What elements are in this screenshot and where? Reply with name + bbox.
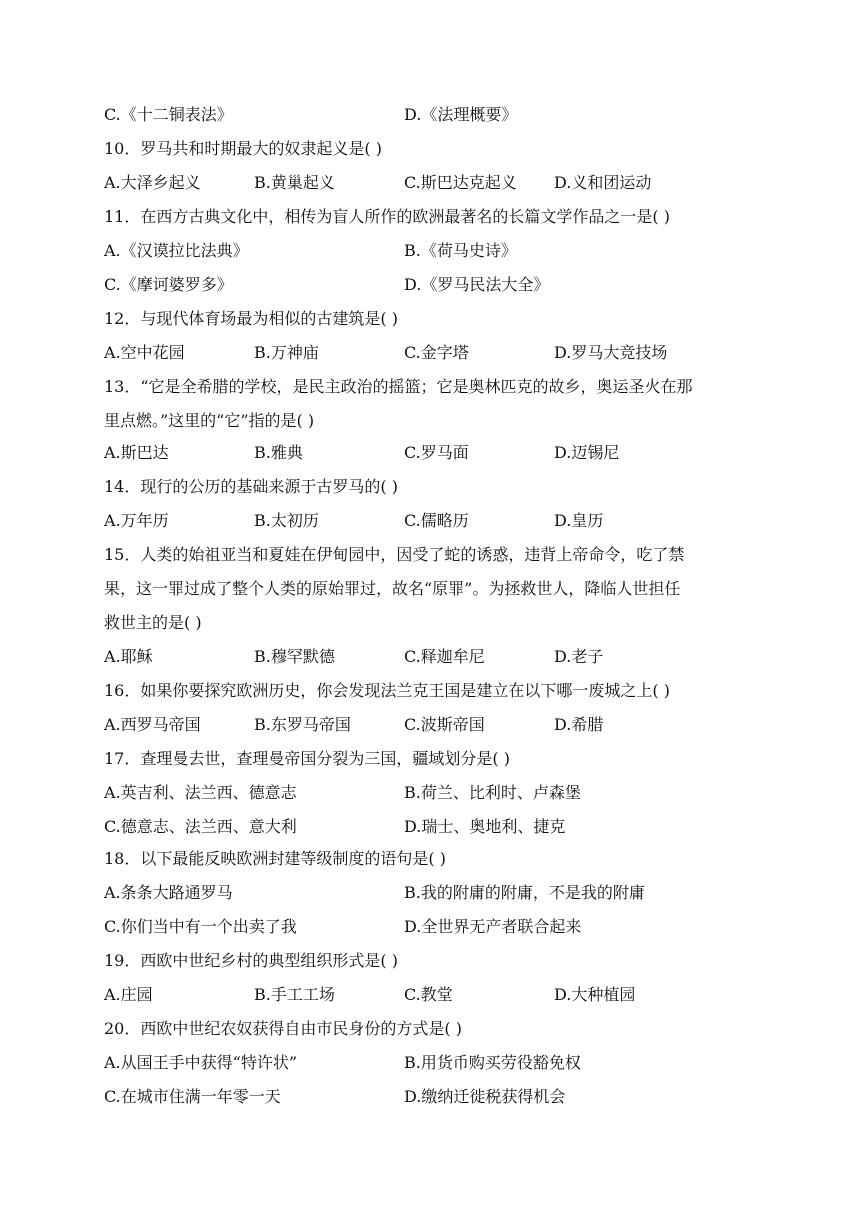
- q17-options-row-2: [104, 810, 764, 844]
- q11-option-c: C.《摩诃婆罗多》: [104, 275, 233, 294]
- q13-option-a: A.斯巴达: [104, 443, 169, 462]
- q17-stem: 17．查理曼去世，查理曼帝国分裂为三国，疆域划分是( ): [104, 749, 510, 768]
- q11-option-b: B.《荷马史诗》: [404, 241, 517, 260]
- q18-options-row-2: [104, 910, 764, 944]
- q16-options-row: [104, 708, 764, 742]
- q10-options-row: [104, 166, 764, 200]
- q11-stem: 11．在西方古典文化中，相传为盲人所作的欧洲最著名的长篇文学作品之一是( ): [104, 207, 670, 226]
- q10-option-c: C.斯巴达克起义: [404, 173, 517, 192]
- q11-option-d: D.《罗马民法大全》: [404, 275, 550, 294]
- q16-option-b: B.东罗马帝国: [254, 715, 351, 734]
- q19-options-row: [104, 978, 764, 1012]
- q10-option-d: D.义和团运动: [554, 173, 652, 192]
- q20-options-row-1: [104, 1046, 764, 1080]
- q13-option-b: B.雅典: [254, 443, 303, 462]
- q15-option-c: C.释迦牟尼: [404, 647, 485, 666]
- q15-option-b: B.穆罕默德: [254, 647, 335, 666]
- q10-option-b: B.黄巢起义: [254, 173, 335, 192]
- q17-option-a: A.英吉利、法兰西、德意志: [104, 783, 297, 802]
- q10-option-a: A.大泽乡起义: [104, 173, 201, 192]
- q15-stem-line-1: 15．人类的始祖亚当和夏娃在伊甸园中，因受了蛇的诱惑，违背上帝命令，吃了禁: [104, 545, 685, 564]
- q15-stem-line-2: 果，这一罪过成了整个人类的原始罪过，故名“原罪”。为拯救世人，降临人世担任: [104, 579, 681, 598]
- q13-stem-line-2: 里点燃。”这里的“它”指的是( ): [104, 411, 315, 430]
- q13-option-c: C.罗马面: [404, 443, 469, 462]
- q11-options-row-1: [104, 234, 764, 268]
- q10-stem: 10．罗马共和时期最大的奴隶起义是( ): [104, 139, 382, 158]
- q12-option-d: D.罗马大竞技场: [554, 343, 668, 362]
- q17-option-b: B.荷兰、比利时、卢森堡: [404, 783, 581, 802]
- q11-options-row-2: [104, 268, 764, 302]
- q15-option-a: A.耶稣: [104, 647, 153, 666]
- q18-option-c: C.你们当中有一个出卖了我: [104, 917, 297, 936]
- q15-stem-line-3: 救世主的是( ): [104, 613, 202, 632]
- q20-option-c: C.在城市住满一年零一天: [104, 1087, 281, 1106]
- q9-option-d: D.《法理概要》: [404, 105, 518, 124]
- q20-option-a: A.从国王手中获得“特许状”: [104, 1053, 298, 1072]
- q16-option-c: C.波斯帝国: [404, 715, 485, 734]
- q17-option-d: D.瑞士、奥地利、捷克: [404, 817, 566, 836]
- q17-options-row-1: [104, 776, 764, 810]
- q19-stem: 19．西欧中世纪乡村的典型组织形式是( ): [104, 951, 398, 970]
- q16-option-a: A.西罗马帝国: [104, 715, 201, 734]
- q16-option-d: D.希腊: [554, 715, 604, 734]
- q12-option-b: B.万神庙: [254, 343, 319, 362]
- q13-options-row: [104, 436, 764, 470]
- q14-options-row: [104, 504, 764, 538]
- q12-option-a: A.空中花园: [104, 343, 185, 362]
- q12-option-c: C.金字塔: [404, 343, 469, 362]
- q18-stem: 18．以下最能反映欧洲封建等级制度的语句是( ): [104, 849, 446, 868]
- q14-option-c: C.儒略历: [404, 511, 469, 530]
- q18-option-b: B.我的附庸的附庸，不是我的附庸: [404, 883, 645, 902]
- q15-options-row: [104, 640, 764, 674]
- q9-option-c: C.《十二铜表法》: [104, 105, 233, 124]
- q19-option-d: D.大种植园: [554, 985, 636, 1004]
- q20-stem: 20．西欧中世纪农奴获得自由市民身份的方式是( ): [104, 1019, 462, 1038]
- q19-option-b: B.手工工场: [254, 985, 335, 1004]
- q20-options-row-2: [104, 1080, 764, 1114]
- q19-option-c: C.教堂: [404, 985, 453, 1004]
- q14-stem: 14．现行的公历的基础来源于古罗马的( ): [104, 477, 398, 496]
- q14-option-b: B.太初历: [254, 511, 319, 530]
- q19-option-a: A.庄园: [104, 985, 153, 1004]
- q16-stem: 16．如果你要探究欧洲历史，你会发现法兰克王国是建立在以下哪一废城之上( ): [104, 681, 670, 700]
- q9-options-row: [104, 98, 764, 132]
- q14-option-a: A.万年历: [104, 511, 169, 530]
- q18-options-row-1: [104, 876, 764, 910]
- q13-option-d: D.迈锡尼: [554, 443, 620, 462]
- q12-stem: 12．与现代体育场最为相似的古建筑是( ): [104, 309, 398, 328]
- q12-options-row: [104, 336, 764, 370]
- q18-option-a: A.条条大路通罗马: [104, 883, 233, 902]
- q20-option-d: D.缴纳迁徙税获得机会: [404, 1087, 566, 1106]
- q13-stem-line-1: 13．“它是全希腊的学校，是民主政治的摇篮；它是奥林匹克的故乡，奥运圣火在那: [104, 377, 693, 396]
- q17-option-c: C.德意志、法兰西、意大利: [104, 817, 297, 836]
- q20-option-b: B.用货币购买劳役豁免权: [404, 1053, 581, 1072]
- q11-option-a: A.《汉谟拉比法典》: [104, 241, 249, 260]
- q18-option-d: D.全世界无产者联合起来: [404, 917, 582, 936]
- q15-option-d: D.老子: [554, 647, 604, 666]
- q14-option-d: D.皇历: [554, 511, 604, 530]
